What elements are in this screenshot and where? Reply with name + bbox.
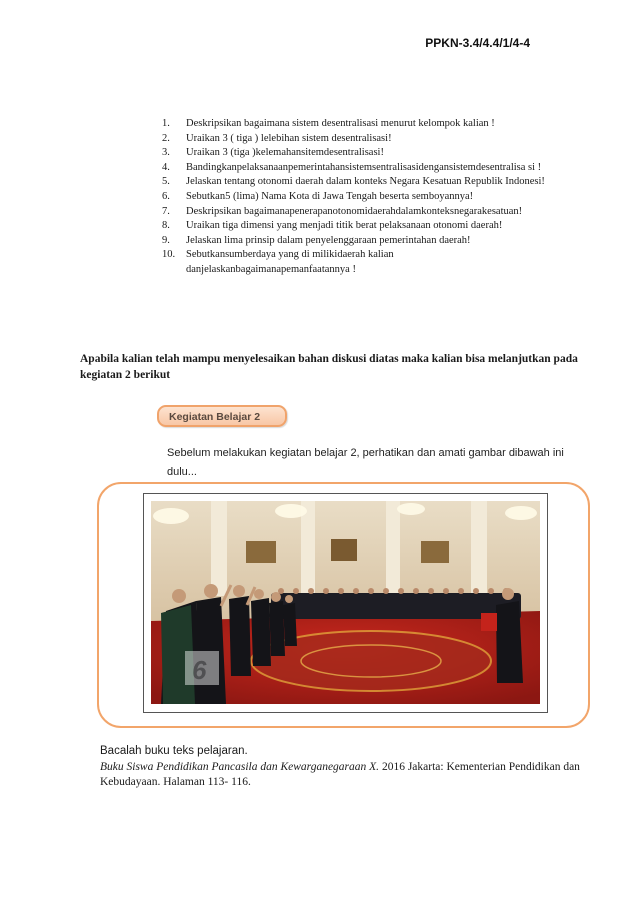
list-item [162,146,552,161]
question-list [162,117,552,278]
item-text: Bandingkanpelaksanaanpemerintahansistemsentralisasidengansistemdesentralisa si ! [186,161,542,173]
item-number: 1. [162,118,170,129]
svg-text:6: 6 [192,655,207,685]
reference-block [100,744,580,791]
item-text: Jelaskan lima prinsip dalam penyelenggaraan pemerintahan daerah! [186,234,471,246]
list-item [162,248,552,277]
item-number: 10. [162,249,176,261]
list-item [162,205,552,220]
ceremony-photo [151,501,540,704]
item-number: 9. [162,234,170,246]
citation-rest: 2016 Jakarta: Kementerian Pendidikan dan Kebudayaan. Halaman 113- 116. [100,760,580,788]
item-text: Uraikan 3 (tiga )kelemahansitemdesentralisasi! [186,147,384,159]
item-text: Jelaskan tentang otonomi daerah dalam konteks Negara Kesatuan Republik Indonesi! [186,176,545,188]
item-number: 6. [162,190,170,202]
list-item [162,132,552,147]
list-item [162,234,552,249]
activity-label-box: Kegiatan Belajar 2 [157,405,287,427]
list-item [162,117,552,132]
instruction-text: Sebelum melakukan kegiatan belajar 2, perhatikan dan amati gambar dibawah ini dulu... [167,447,564,478]
item-number: 4. [162,161,170,173]
intro-paragraph: Apabila kalian telah mampu menyelesaikan bahan diskusi diatas maka kalian bisa melanjutkan pada kegiatan 2 berikut [80,353,578,381]
item-text: Uraikan tiga dimensi yang menjadi titik berat pelaksanaan otonomi daerah! [186,220,503,232]
list-item [162,219,552,234]
item-number: 8. [162,220,170,232]
item-text: Uraikan 3 ( tiga ) lelebihan sistem desentralisasi! [186,132,392,144]
document-code: PPKN-3.4/4.4/1/4-4 [425,36,530,50]
item-text: Deskripsikan bagaimana sistem desentralisasi menurut kelompok kalian ! [186,118,495,129]
list-item [162,175,552,190]
item-number: 3. [162,147,170,159]
item-number: 2. [162,132,170,144]
reference-citation [100,760,580,791]
item-number: 7. [162,205,170,217]
reference-instruction: Bacalah buku teks pelajaran. [100,745,248,757]
item-text: Sebutkan5 (lima) Nama Kota di Jawa Tengah beserta semboyannya! [186,190,474,202]
list-item [162,190,552,205]
book-title: Buku Siswa Pendidikan Pancasila dan Kewarganegaraan X. [100,760,380,773]
item-text: Deskripsikan bagaimanapenerapanotonomidaerahdalamkonteksnegarakesatuan! [186,205,523,217]
item-number: 5. [162,176,170,188]
item-text: Sebutkansumberdaya yang di milikidaerah kalian danjelaskanbagaimanapemanfaatannya ! [186,249,394,275]
ceremony-photo-illustration [151,501,540,704]
list-item [162,161,552,176]
